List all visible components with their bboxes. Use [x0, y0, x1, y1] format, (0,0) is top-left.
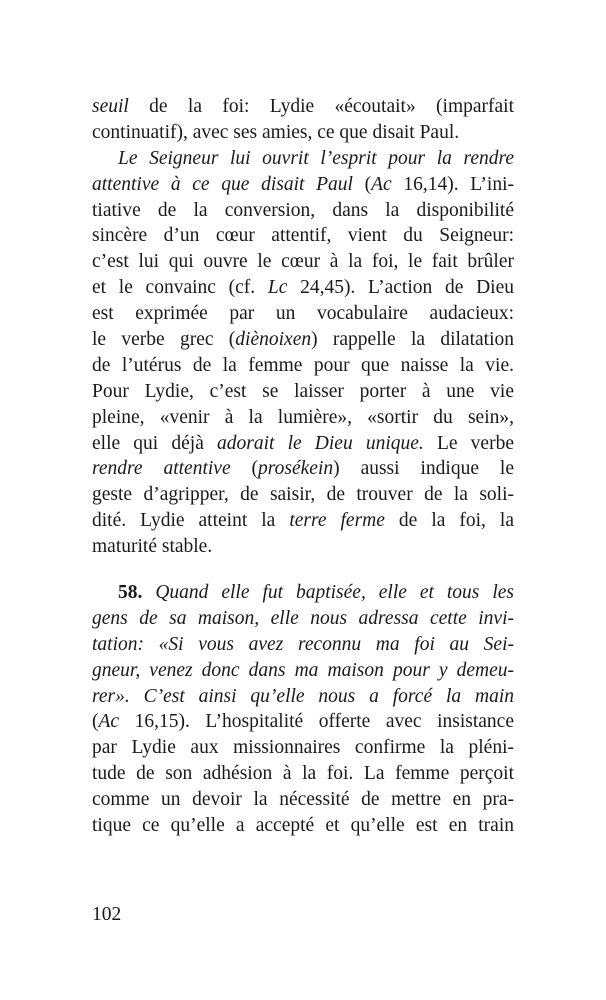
paragraph-gap [92, 560, 514, 580]
text-line: geste d’agripper, de saisir, de trouver de la soli- [92, 484, 514, 506]
text-line: pleine, «venir à la lumière», «sortir du sein», [92, 406, 514, 428]
text-run: dité. Lydie atteint la [92, 510, 290, 532]
text-line: par Lydie aux missionnaires confirme la pléni- [92, 737, 514, 759]
text-run: ( [230, 458, 259, 480]
text-line: Le Seigneur lui ouvrit l’esprit pour la rendre [118, 147, 514, 169]
text-run: ( [92, 711, 99, 733]
text-line: de l’utérus de la femme pour que naisse la vie. [92, 354, 514, 376]
text-run: ) rappelle la dilatation [311, 329, 514, 351]
text-line: tique ce qu’elle a accepté et qu’elle est en train [92, 815, 514, 837]
text-line: est exprimée par un vocabulaire audacieux: [92, 303, 514, 325]
text-run: ) aussi indique le [333, 458, 514, 480]
italic-quote: attentive à ce que disait Paul [92, 173, 353, 195]
text-line [92, 580, 514, 606]
text-run: elle qui déjà [92, 432, 217, 454]
page-number: 102 [92, 904, 122, 925]
text-line: maturité stable. [92, 536, 213, 558]
page-body [92, 94, 514, 839]
bible-book-abbrev: Ac [371, 173, 392, 195]
text-line [92, 508, 514, 534]
text-line: sincère d’un cœur attentif, vient du Seigneur: [92, 225, 514, 247]
text-line [92, 94, 514, 120]
bible-book-abbrev: Lc [267, 277, 288, 299]
text-line: gneur, venez donc dans ma maison pour y demeu- [92, 659, 514, 681]
greek-term: diènoixen [235, 329, 312, 351]
numbered-paragraph-58 [92, 580, 514, 839]
text-run: de la foi, la [384, 510, 515, 532]
text-run: 24,45). L’action de Dieu [287, 277, 514, 299]
text-run: le verbe grec ( [92, 329, 236, 351]
text-line: gens de sa maison, elle nous adressa cette invi- [92, 607, 514, 629]
bible-book-abbrev: Ac [98, 711, 120, 733]
text-run: 16,14). L’ini- [391, 173, 514, 195]
text-line [92, 456, 514, 482]
text-run: Le verbe [423, 432, 514, 454]
italic-term: terre ferme [289, 510, 385, 532]
text-run: 16,15). L’hospitalité offerte avec insistance [119, 711, 514, 733]
text-line: c’est lui qui ouvre le cœur à la foi, le fait brûler [92, 251, 514, 273]
text-line: tation: «Si vous avez reconnu ma foi au Sei- [92, 633, 514, 655]
text-line: Pour Lydie, c’est se laisser porter à une vie [92, 380, 514, 402]
paragraph-continuation [92, 94, 514, 146]
text-line: comme un devoir la nécessité de mettre en pra- [92, 789, 514, 811]
text-line [92, 709, 514, 735]
text-line [92, 275, 514, 301]
italic-quote: rendre attentive [92, 458, 231, 480]
text-line: rer». C’est ainsi qu’elle nous a forcé la main [92, 685, 514, 707]
text-line: tiative de la conversion, dans la disponibilité [92, 199, 514, 221]
text-line [92, 172, 514, 198]
greek-term: prosékein [258, 458, 334, 480]
text-line: tude de son adhésion à la foi. La femme perçoit [92, 763, 514, 785]
italic-term: seuil [92, 96, 129, 117]
paragraph-number: 58. [118, 582, 143, 604]
text-run: et le convainc (cf. [92, 277, 268, 299]
text-line: continuatif), avec ses amies, ce que disait Paul. [92, 121, 460, 143]
text-run: ( [352, 173, 372, 195]
text-line [92, 327, 514, 353]
paragraph-seigneur [92, 146, 514, 560]
italic-quote: Quand elle fut baptisée, elle et tous les [142, 582, 514, 604]
italic-quote: adorait le Dieu unique. [217, 432, 424, 454]
text-line [92, 431, 514, 457]
text-run: de la foi: Lydie «écoutait» (imparfait [128, 96, 514, 117]
